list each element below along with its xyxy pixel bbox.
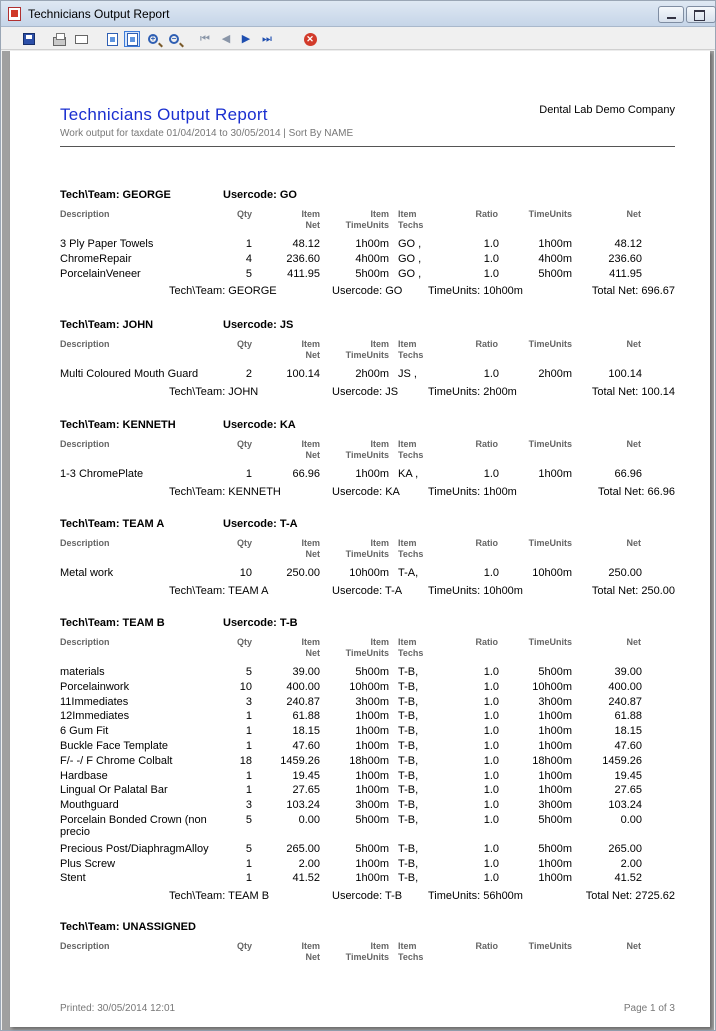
row-description: Metal work xyxy=(60,567,114,579)
row-description: 12Immediates xyxy=(60,710,130,723)
row-item-techs: T-B, xyxy=(398,814,419,826)
column-header-item-timeunits: Item xyxy=(370,209,389,219)
row-qty: 1 xyxy=(245,725,252,738)
group-tech-label: Tech\Team: GEORGE xyxy=(60,189,171,201)
report-page xyxy=(10,51,710,1027)
row-net: 0.00 xyxy=(620,814,642,826)
title-bar xyxy=(1,1,715,27)
row-item-timeunits: 2h00m xyxy=(355,368,389,380)
row-qty: 1 xyxy=(245,238,252,250)
last-page-button[interactable] xyxy=(259,31,275,47)
next-page-button[interactable] xyxy=(238,31,254,47)
group-tech-label: Tech\Team: JOHN xyxy=(60,319,154,331)
row-ratio: 1.0 xyxy=(483,680,499,693)
row-item-timeunits: 1h00m xyxy=(355,784,389,797)
column-header-item-techs: Item xyxy=(398,209,417,219)
group-summary-timeunits: TimeUnits: 1h00m xyxy=(428,485,517,498)
row-net: 27.65 xyxy=(614,784,642,797)
report-subtitle: Work output for taxdate 01/04/2014 to 30/05/2014 | Sort By NAME xyxy=(60,128,354,139)
row-timeunits: 1h00m xyxy=(538,740,572,752)
row-qty: 5 xyxy=(245,666,252,678)
row-item-net: 47.60 xyxy=(292,740,320,752)
row-timeunits: 10h00m xyxy=(532,567,572,579)
row-item-timeunits: 1h00m xyxy=(355,740,389,752)
column-header-item-techs: Item xyxy=(398,439,417,449)
row-ratio: 1.0 xyxy=(483,567,499,579)
row-item-techs: T-A, xyxy=(398,567,419,579)
row-net: 19.45 xyxy=(614,769,642,782)
row-ratio: 1.0 xyxy=(483,238,499,250)
column-header-item-net: Item xyxy=(301,439,320,449)
close-button[interactable] xyxy=(302,31,318,47)
row-timeunits: 1h00m xyxy=(538,784,572,797)
group-summary-usercode: Usercode: GO xyxy=(332,285,403,298)
save-button[interactable] xyxy=(21,31,37,47)
row-item-net: 400.00 xyxy=(286,680,320,693)
column-header-item-techs: Techs xyxy=(398,952,424,962)
column-header-item-techs: Item xyxy=(398,637,417,647)
column-header-item-techs: Item xyxy=(398,538,417,548)
group-summary-total: Total Net: 2725.62 xyxy=(585,890,675,903)
row-item-net: 61.88 xyxy=(292,710,320,723)
group-summary-tech: Tech\Team: TEAM B xyxy=(169,890,270,903)
column-header-qty: Qty xyxy=(236,439,252,449)
column-header-item-net: Net xyxy=(305,952,320,962)
row-timeunits: 5h00m xyxy=(538,814,572,826)
row-ratio: 1.0 xyxy=(483,842,499,855)
row-item-techs: GO , xyxy=(398,238,422,250)
row-item-net: 0.00 xyxy=(298,814,320,826)
column-header-ratio: Ratio xyxy=(475,209,498,219)
column-header-item-timeunits: TimeUnits xyxy=(345,549,389,559)
row-description: ChromeRepair xyxy=(60,252,132,265)
row-timeunits: 1h00m xyxy=(538,769,572,782)
row-timeunits: 1h00m xyxy=(538,468,572,480)
column-header-description: Description xyxy=(60,339,110,349)
row-item-techs: T-B, xyxy=(398,842,419,855)
column-header-item-net: Item xyxy=(301,941,320,951)
group-summary-tech: Tech\Team: GEORGE xyxy=(169,285,277,298)
row-description: 1-3 ChromePlate xyxy=(60,468,144,480)
row-qty: 5 xyxy=(245,814,252,826)
row-net: 265.00 xyxy=(608,842,642,855)
group-summary-timeunits: TimeUnits: 2h00m xyxy=(428,385,517,398)
row-item-timeunits: 1h00m xyxy=(355,769,389,782)
row-item-net: 103.24 xyxy=(286,799,320,812)
row-item-techs: JS , xyxy=(398,368,417,380)
row-qty: 10 xyxy=(239,680,252,693)
row-qty: 2 xyxy=(245,368,252,380)
group-summary-total: Total Net: 250.00 xyxy=(591,584,675,597)
row-item-techs: T-B, xyxy=(398,710,419,723)
row-description: Precious Post/DiaphragmAlloy xyxy=(60,842,209,855)
row-item-timeunits: 3h00m xyxy=(355,695,389,708)
row-item-net: 236.60 xyxy=(286,252,320,265)
row-description-continued: precio xyxy=(60,826,90,838)
fit-width-button[interactable] xyxy=(124,31,140,47)
column-header-item-timeunits: TimeUnits xyxy=(345,450,389,460)
column-header-item-net: Net xyxy=(305,350,320,360)
row-item-techs: T-B, xyxy=(398,695,419,708)
row-item-net: 18.15 xyxy=(292,725,320,738)
row-ratio: 1.0 xyxy=(483,725,499,738)
column-header-qty: Qty xyxy=(236,941,252,951)
row-item-techs: T-B, xyxy=(398,680,419,693)
row-item-techs: T-B, xyxy=(398,740,419,752)
row-timeunits: 5h00m xyxy=(538,666,572,678)
row-timeunits: 1h00m xyxy=(538,710,572,723)
row-description: F/- -/ F Chrome Colbalt xyxy=(60,754,173,767)
group-tech-label: Tech\Team: KENNETH xyxy=(60,419,176,431)
first-page-icon: ⏮ xyxy=(200,32,210,45)
row-item-net: 41.52 xyxy=(292,872,320,885)
row-description: Porcelainwork xyxy=(60,680,130,693)
row-item-timeunits: 1h00m xyxy=(355,710,389,723)
column-header-item-techs: Item xyxy=(398,941,417,951)
row-timeunits: 1h00m xyxy=(538,857,572,870)
row-qty: 1 xyxy=(245,872,252,885)
row-ratio: 1.0 xyxy=(483,252,499,265)
row-qty: 5 xyxy=(245,842,252,855)
row-timeunits: 1h00m xyxy=(538,725,572,738)
row-item-timeunits: 1h00m xyxy=(355,857,389,870)
zoom-out-icon: − xyxy=(169,34,179,44)
row-item-timeunits: 5h00m xyxy=(355,666,389,678)
row-description: Buckle Face Template xyxy=(60,740,169,752)
column-header-ratio: Ratio xyxy=(475,538,498,548)
close-icon: ✕ xyxy=(304,33,317,46)
row-ratio: 1.0 xyxy=(483,799,499,812)
column-header-item-net: Item xyxy=(301,637,320,647)
email-button[interactable] xyxy=(73,31,89,47)
column-header-item-timeunits: TimeUnits xyxy=(345,952,389,962)
row-qty: 1 xyxy=(245,710,252,723)
column-header-net: Net xyxy=(626,538,641,548)
report-title: Technicians Output Report xyxy=(60,105,268,124)
row-timeunits: 10h00m xyxy=(532,680,572,693)
previous-page-button[interactable] xyxy=(218,31,234,47)
company-name: Dental Lab Demo Company xyxy=(539,104,675,116)
toolbar xyxy=(1,28,715,50)
row-ratio: 1.0 xyxy=(483,857,499,870)
column-header-item-timeunits: TimeUnits xyxy=(345,350,389,360)
row-description: Lingual Or Palatal Bar xyxy=(60,784,168,797)
row-ratio: 1.0 xyxy=(483,666,499,678)
group-summary-total: Total Net: 66.96 xyxy=(597,485,675,498)
column-header-item-net: Net xyxy=(305,450,320,460)
row-item-timeunits: 10h00m xyxy=(349,680,389,693)
row-net: 47.60 xyxy=(614,740,642,752)
row-net: 66.96 xyxy=(614,468,642,480)
group-summary-tech: Tech\Team: JOHN xyxy=(169,385,259,398)
row-item-net: 240.87 xyxy=(286,695,320,708)
column-header-ratio: Ratio xyxy=(475,941,498,951)
column-header-net: Net xyxy=(626,439,641,449)
previous-page-icon: ◀ xyxy=(221,32,231,45)
row-item-net: 2.00 xyxy=(298,857,320,870)
group-summary-total: Total Net: 100.14 xyxy=(591,385,675,398)
row-item-timeunits: 18h00m xyxy=(349,754,389,767)
column-header-net: Net xyxy=(626,339,641,349)
column-header-item-timeunits: Item xyxy=(370,637,389,647)
column-header-item-timeunits: TimeUnits xyxy=(345,648,389,658)
row-item-techs: GO , xyxy=(398,252,422,265)
print-button[interactable] xyxy=(51,31,67,47)
column-header-item-techs: Techs xyxy=(398,549,424,559)
fit-width-icon xyxy=(127,33,138,46)
column-header-item-timeunits: Item xyxy=(370,941,389,951)
row-item-techs: KA , xyxy=(398,468,419,480)
row-timeunits: 4h00m xyxy=(538,252,572,265)
row-qty: 1 xyxy=(245,784,252,797)
group-summary-usercode: Usercode: JS xyxy=(332,385,399,398)
column-header-description: Description xyxy=(60,209,110,219)
row-item-timeunits: 4h00m xyxy=(355,252,389,265)
row-qty: 18 xyxy=(239,754,252,767)
column-header-item-net: Item xyxy=(301,538,320,548)
group-summary-timeunits: TimeUnits: 10h00m xyxy=(428,285,523,298)
row-net: 100.14 xyxy=(608,368,642,380)
row-item-techs: T-B, xyxy=(398,769,419,782)
row-net: 2.00 xyxy=(620,857,642,870)
row-ratio: 1.0 xyxy=(483,468,499,480)
column-header-timeunits: TimeUnits xyxy=(528,941,572,951)
row-qty: 1 xyxy=(245,468,252,480)
column-header-item-techs: Techs xyxy=(398,350,424,360)
column-header-net: Net xyxy=(626,209,641,219)
zoom-in-button[interactable] xyxy=(145,31,161,47)
row-item-timeunits: 1h00m xyxy=(355,238,389,250)
row-net: 236.60 xyxy=(608,252,642,265)
row-timeunits: 18h00m xyxy=(532,754,572,767)
column-header-timeunits: TimeUnits xyxy=(528,538,572,548)
row-item-techs: T-B, xyxy=(398,666,419,678)
row-item-timeunits: 1h00m xyxy=(355,725,389,738)
column-header-item-net: Net xyxy=(305,549,320,559)
next-page-icon: ▶ xyxy=(241,32,251,45)
row-item-timeunits: 3h00m xyxy=(355,799,389,812)
page-indicator: Page 1 of 3 xyxy=(623,1003,675,1014)
row-timeunits: 1h00m xyxy=(538,872,572,885)
group-summary-total: Total Net: 696.67 xyxy=(591,285,675,298)
row-timeunits: 3h00m xyxy=(538,799,572,812)
group-usercode-label: Usercode: GO xyxy=(223,189,297,201)
row-ratio: 1.0 xyxy=(483,710,499,723)
row-net: 39.00 xyxy=(614,666,642,678)
row-net: 48.12 xyxy=(614,238,642,250)
column-header-item-timeunits: TimeUnits xyxy=(345,220,389,230)
row-timeunits: 3h00m xyxy=(538,695,572,708)
column-header-item-techs: Techs xyxy=(398,648,424,658)
row-timeunits: 2h00m xyxy=(538,368,572,380)
row-net: 41.52 xyxy=(614,872,642,885)
group-tech-label: Tech\Team: TEAM A xyxy=(60,518,165,530)
group-summary-usercode: Usercode: T-A xyxy=(332,584,403,597)
row-qty: 3 xyxy=(245,799,252,812)
row-item-techs: T-B, xyxy=(398,784,419,797)
column-header-description: Description xyxy=(60,941,110,951)
row-description: Porcelain Bonded Crown (non xyxy=(60,814,207,826)
last-page-icon: ⏭ xyxy=(262,32,272,45)
row-item-timeunits: 10h00m xyxy=(349,567,389,579)
row-item-timeunits: 5h00m xyxy=(355,842,389,855)
row-item-techs: T-B, xyxy=(398,872,419,885)
column-header-timeunits: TimeUnits xyxy=(528,439,572,449)
row-ratio: 1.0 xyxy=(483,754,499,767)
printed-date: Printed: 30/05/2014 12:01 xyxy=(60,1003,176,1014)
row-item-net: 1459.26 xyxy=(280,754,320,767)
row-timeunits: 5h00m xyxy=(538,842,572,855)
column-header-item-net: Net xyxy=(305,648,320,658)
printer-icon xyxy=(53,37,66,46)
group-usercode-label: Usercode: T-B xyxy=(223,617,298,629)
row-net: 1459.26 xyxy=(602,754,642,767)
group-summary-tech: Tech\Team: KENNETH xyxy=(169,485,281,498)
group-tech-label: Tech\Team: TEAM B xyxy=(60,617,165,629)
column-header-item-techs: Item xyxy=(398,339,417,349)
column-header-timeunits: TimeUnits xyxy=(528,339,572,349)
email-icon xyxy=(75,35,88,44)
fit-page-button[interactable] xyxy=(104,31,120,47)
column-header-item-net: Item xyxy=(301,209,320,219)
row-ratio: 1.0 xyxy=(483,267,499,280)
row-qty: 1 xyxy=(245,769,252,782)
row-net: 400.00 xyxy=(608,680,642,693)
row-description: Hardbase xyxy=(60,769,108,782)
group-usercode-label: Usercode: KA xyxy=(223,419,296,431)
column-header-timeunits: TimeUnits xyxy=(528,637,572,647)
maximize-button[interactable] xyxy=(686,6,716,23)
column-header-item-timeunits: Item xyxy=(370,538,389,548)
row-qty: 1 xyxy=(245,857,252,870)
column-header-ratio: Ratio xyxy=(475,339,498,349)
row-item-techs: T-B, xyxy=(398,725,419,738)
row-ratio: 1.0 xyxy=(483,769,499,782)
row-timeunits: 1h00m xyxy=(538,238,572,250)
row-description: 3 Ply Paper Towels xyxy=(60,238,154,250)
column-header-item-techs: Techs xyxy=(398,450,424,460)
window-title: Technicians Output Report xyxy=(28,7,170,21)
row-ratio: 1.0 xyxy=(483,814,499,826)
row-net: 240.87 xyxy=(608,695,642,708)
row-net: 103.24 xyxy=(608,799,642,812)
zoom-out-button[interactable] xyxy=(166,31,182,47)
row-net: 61.88 xyxy=(614,710,642,723)
row-net: 250.00 xyxy=(608,567,642,579)
group-tech-label: Tech\Team: UNASSIGNED xyxy=(60,921,196,933)
row-item-techs: T-B, xyxy=(398,857,419,870)
row-item-timeunits: 1h00m xyxy=(355,872,389,885)
column-header-item-net: Item xyxy=(301,339,320,349)
minimize-button[interactable] xyxy=(658,6,684,23)
row-item-net: 265.00 xyxy=(286,842,320,855)
row-description: Mouthguard xyxy=(60,799,119,812)
column-header-item-techs: Techs xyxy=(398,220,424,230)
row-item-net: 48.12 xyxy=(292,238,320,250)
row-item-net: 19.45 xyxy=(292,769,320,782)
row-item-net: 66.96 xyxy=(292,468,320,480)
row-item-timeunits: 5h00m xyxy=(355,267,389,280)
report-app-icon xyxy=(8,7,21,21)
row-ratio: 1.0 xyxy=(483,784,499,797)
row-item-timeunits: 5h00m xyxy=(355,814,389,826)
column-header-item-timeunits: Item xyxy=(370,339,389,349)
column-header-net: Net xyxy=(626,941,641,951)
row-qty: 1 xyxy=(245,740,252,752)
row-description: Multi Coloured Mouth Guard xyxy=(60,368,199,380)
first-page-button[interactable] xyxy=(197,31,213,47)
group-summary-usercode: Usercode: T-B xyxy=(332,890,403,903)
column-header-item-timeunits: Item xyxy=(370,439,389,449)
header-divider xyxy=(60,146,675,147)
column-header-item-net: Net xyxy=(305,220,320,230)
row-net: 18.15 xyxy=(614,725,642,738)
row-description: Stent xyxy=(60,872,86,885)
row-item-techs: T-B, xyxy=(398,754,419,767)
column-header-description: Description xyxy=(60,439,110,449)
column-header-timeunits: TimeUnits xyxy=(528,209,572,219)
row-item-techs: T-B, xyxy=(398,799,419,812)
fit-page-icon xyxy=(107,33,118,46)
column-header-net: Net xyxy=(626,637,641,647)
column-header-qty: Qty xyxy=(236,538,252,548)
column-header-qty: Qty xyxy=(236,209,252,219)
column-header-description: Description xyxy=(60,637,110,647)
row-description: PorcelainVeneer xyxy=(60,267,141,280)
group-summary-timeunits: TimeUnits: 10h00m xyxy=(428,584,523,597)
row-ratio: 1.0 xyxy=(483,872,499,885)
group-usercode-label: Usercode: T-A xyxy=(223,518,298,530)
row-item-net: 39.00 xyxy=(292,666,320,678)
row-item-timeunits: 1h00m xyxy=(355,468,389,480)
group-summary-tech: Tech\Team: TEAM A xyxy=(169,584,269,597)
row-item-techs: GO , xyxy=(398,267,422,280)
row-description: Plus Screw xyxy=(60,857,116,870)
column-header-qty: Qty xyxy=(236,339,252,349)
row-description: materials xyxy=(60,666,105,678)
row-item-net: 100.14 xyxy=(286,368,320,380)
save-icon xyxy=(23,33,35,45)
group-summary-timeunits: TimeUnits: 56h00m xyxy=(428,890,523,903)
group-usercode-label: Usercode: JS xyxy=(223,319,294,331)
row-qty: 5 xyxy=(245,267,252,280)
column-header-ratio: Ratio xyxy=(475,637,498,647)
row-ratio: 1.0 xyxy=(483,368,499,380)
row-item-net: 27.65 xyxy=(292,784,320,797)
row-ratio: 1.0 xyxy=(483,695,499,708)
row-qty: 4 xyxy=(245,252,252,265)
row-item-net: 411.95 xyxy=(287,267,320,280)
column-header-qty: Qty xyxy=(236,637,252,647)
report-viewer[interactable] xyxy=(2,51,714,1030)
row-net: 411.95 xyxy=(609,267,642,280)
column-header-ratio: Ratio xyxy=(475,439,498,449)
row-description: 11Immediates xyxy=(60,695,129,708)
row-timeunits: 5h00m xyxy=(538,267,572,280)
row-qty: 3 xyxy=(245,695,252,708)
zoom-in-icon: + xyxy=(148,34,158,44)
row-item-net: 250.00 xyxy=(286,567,320,579)
row-ratio: 1.0 xyxy=(483,740,499,752)
row-description: 6 Gum Fit xyxy=(60,725,109,738)
column-header-description: Description xyxy=(60,538,110,548)
group-summary-usercode: Usercode: KA xyxy=(332,485,400,498)
row-qty: 10 xyxy=(239,567,252,579)
